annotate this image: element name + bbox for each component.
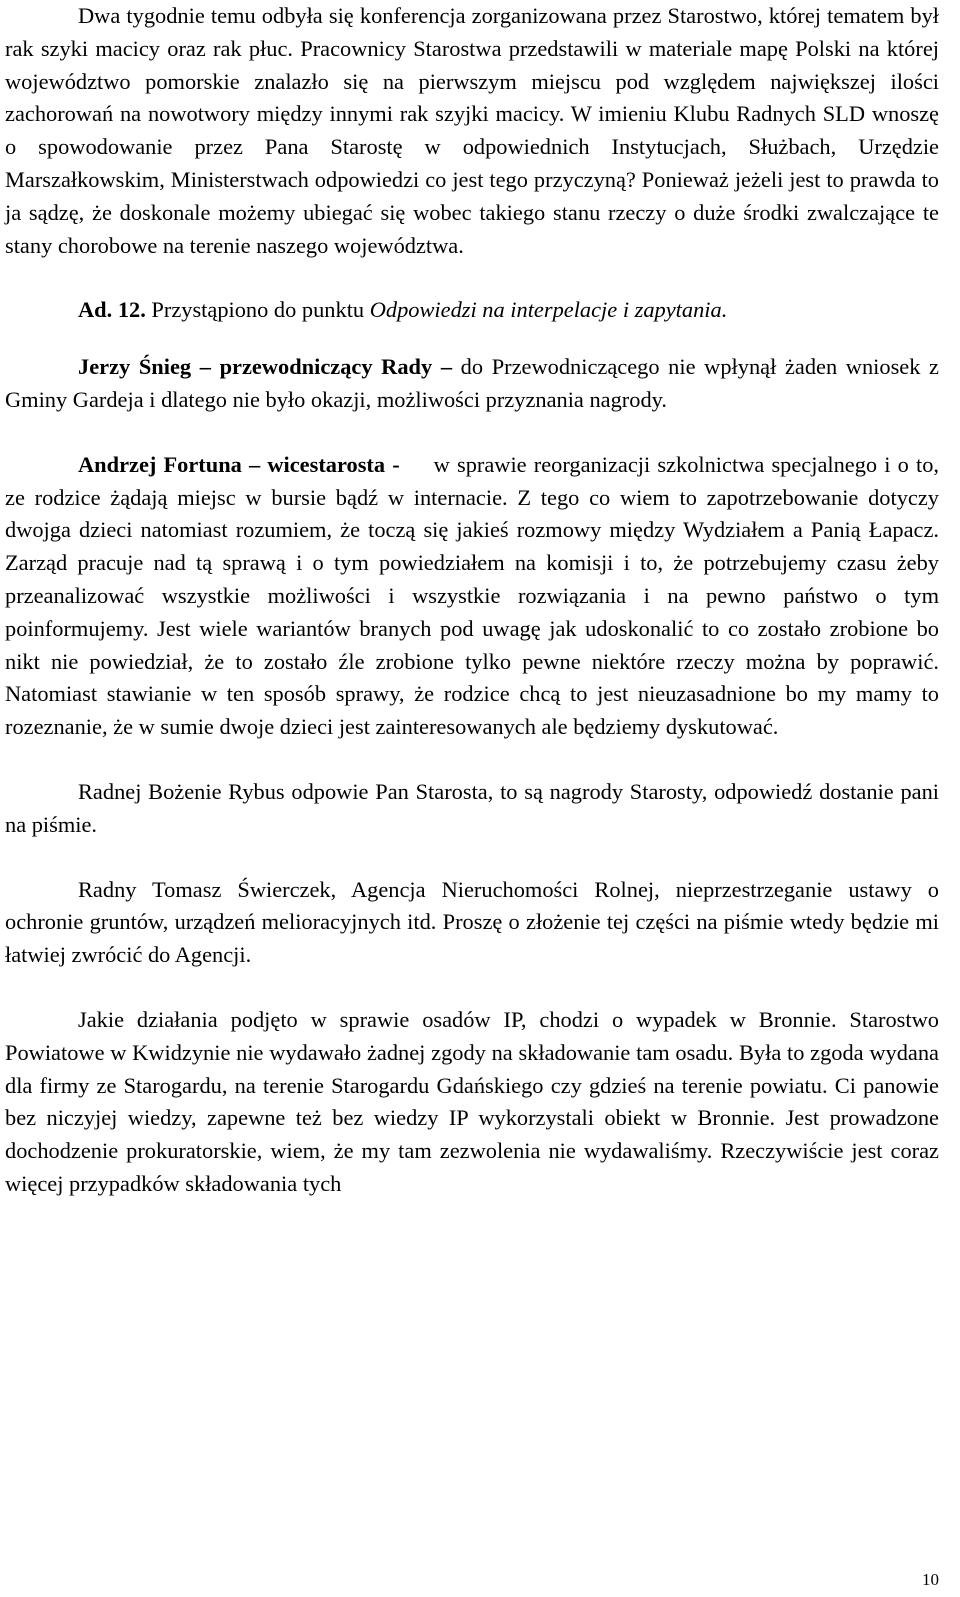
agenda-item-title: Odpowiedzi na interpelacje i zapytania. xyxy=(369,297,728,323)
paragraph-swierczek: Radny Tomasz Świerczek, Agencja Nieruchomości Rolnej, nieprzestrzeganie ustawy o ochronie gruntów, urządzeń melioracyjnych itd. Proszę o złożenie tej części na piśmie wtedy będzie mi łatwiej zwrócić do Agencji. xyxy=(5,876,939,968)
paragraph-snieg xyxy=(5,351,939,417)
paragraph-rybus: Radnej Bożenie Rybus odpowie Pan Starosta, to są nagrody Starosty, odpowiedź dostanie pani na piśmie. xyxy=(5,778,939,837)
document-page xyxy=(5,0,939,1201)
paragraph-bronno: Jakie działania podjęto w sprawie osadów IP, chodzi o wypadek w Bronnie. Starostwo Powiatowe w Kwidzynie nie wydawało żadnej zgody na składowanie tam osadu. Była to zgoda wydana dla firmy ze Starogardu, na terenie Starogardu Gdańskiego czy gdzieś na terenie powiatu. Ci panowie bez niczyjej wiedzy, zapewne też bez wiedzy IP wykorzystali obiekt w Bronnie. Jest prowadzone dochodzenie prokuratorskie, wiem, że my tam zezwolenia nie wydawaliśmy. Rzeczywiście jest coraz więcej przypadków składowania tych xyxy=(5,1006,939,1196)
paragraph-fortuna xyxy=(5,449,939,744)
speaker-name: Andrzej Fortuna – wicestarosta - xyxy=(78,451,400,477)
speaker-statement: do Przewodniczącego nie wpłynął żaden wniosek z Gminy Gardeja i dlatego nie było okazji, możliwości przyznania nagrody. xyxy=(5,354,939,412)
speaker-name: Jerzy Śnieg – przewodniczący Rady – xyxy=(78,354,453,380)
speaker-statement: w sprawie reorganizacji szkolnictwa specjalnego i o to, ze rodzice żądają miejsc w bursie bądź w internacie. Z tego co wiem to zapotrzebowanie dotyczy dwojga dzieci natomiast rozumiem, że toczą się jakieś rozmowy między Wydziałem a Panią Łapacz. Zarząd pracuje nad tą sprawą i o tym powiedziałem na komisji i to, że potrzebujemy czasu żeby przeanalizować wszystkie możliwości i wszystkie rozwiązania i na pewno państwo o tym poinformujemy. Jest wiele wariantów branych pod uwagę jak udoskonalić to co zostało zrobione bo nikt nie powiedział, że to zostało źle zrobione tylko pewne niektóre rzeczy można by poprawić. Natomiast stawianie w ten sposób sprawy, że rodzice chcą to jest nieuzasadnione bo my mamy to rozeznanie, że w sumie dwoje dzieci jest zainteresowanych ale będziemy dyskutować. xyxy=(5,451,939,740)
paragraph-ad12 xyxy=(5,294,939,327)
agenda-item-text: Przystąpiono do punktu xyxy=(145,297,370,323)
page-number: 10 xyxy=(922,1570,939,1589)
paragraph-conference: Dwa tygodnie temu odbyła się konferencja zorganizowana przez Starostwo, której tematem był rak szyki macicy oraz rak płuc. Pracownicy Starostwa przedstawili w materiale mapę Polski na której województwo pomorskie znalazło się na pierwszym miejscu pod względem największej ilości zachorowań na nowotwory między innymi rak szyjki macicy. W imieniu Klubu Radnych SLD wnoszę o spowodowanie przez Pana Starostę w odpowiednich Instytucjach, Służbach, Urzędzie Marszałkowskim, Ministerstwach odpowiedzi co jest tego przyczyną? Ponieważ jeżeli jest to prawda to ja sądzę, że doskonale możemy ubiegać się wobec takiego stanu rzeczy o duże środki zwalczające te stany chorobowe na terenie naszego województwa. xyxy=(5,3,939,258)
agenda-item-label: Ad. 12. xyxy=(78,297,146,323)
